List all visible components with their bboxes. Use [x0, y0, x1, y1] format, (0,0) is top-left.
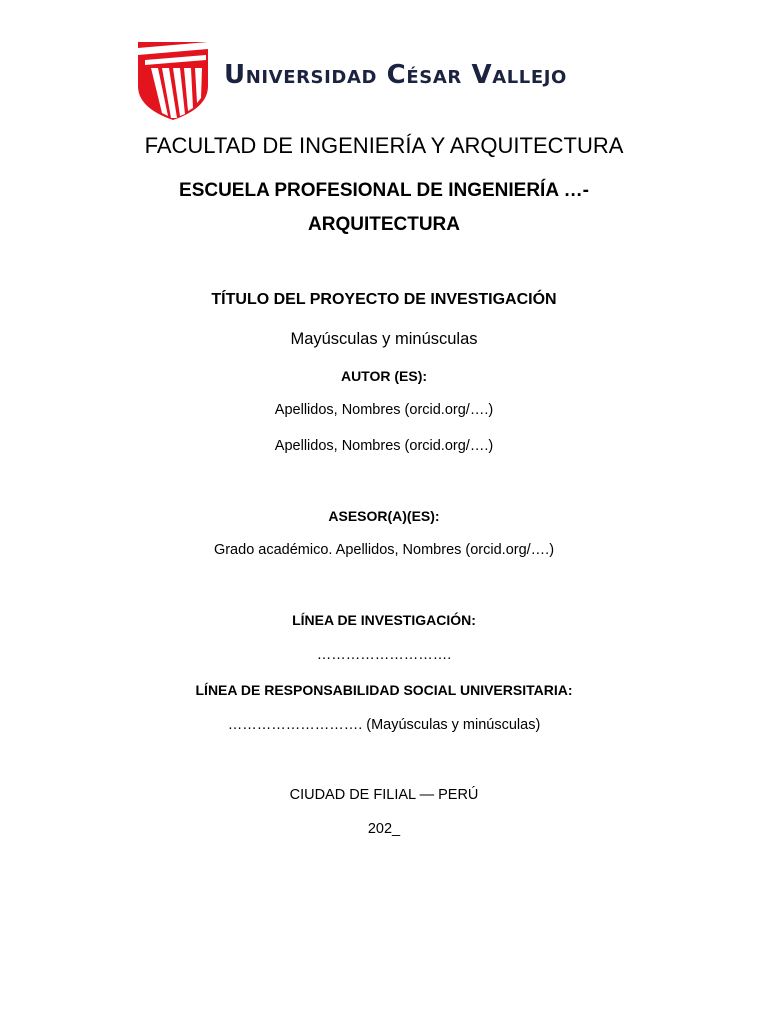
social-responsibility-value: ………………………. (Mayúsculas y minúsculas): [227, 717, 541, 733]
university-logo: [138, 42, 638, 120]
city-country: CIUDAD DE FILIAL — PERÚ: [289, 787, 479, 803]
year: 202_: [367, 821, 401, 837]
advisor-entry: Grado académico. Apellidos, Nombres (orcid.org/….): [213, 542, 555, 558]
research-line-value: ……………………….: [316, 647, 452, 663]
school-title-line1: ESCUELA PROFESIONAL DE INGENIERÍA …-: [179, 180, 589, 201]
author-entry: Apellidos, Nombres (orcid.org/….): [274, 438, 494, 454]
authors-label: AUTOR (ES):: [340, 368, 428, 384]
case-note: Mayúsculas y minúsculas: [290, 330, 478, 348]
research-line-label: LÍNEA DE INVESTIGACIÓN:: [292, 612, 476, 628]
university-name: Universidad César Vallejo: [224, 60, 567, 90]
author-entry: Apellidos, Nombres (orcid.org/….): [274, 402, 494, 418]
school-title-line2: ARQUITECTURA: [308, 214, 460, 235]
ucv-shield-logo-icon: [138, 42, 208, 120]
faculty-title: FACULTAD DE INGENIERÍA Y ARQUITECTURA: [144, 133, 624, 158]
project-title-label: TÍTULO DEL PROYECTO DE INVESTIGACIÓN: [211, 291, 557, 308]
advisors-label: ASESOR(A)(ES):: [328, 508, 440, 524]
social-responsibility-label: LÍNEA DE RESPONSABILIDAD SOCIAL UNIVERSITARIA:: [195, 682, 573, 698]
